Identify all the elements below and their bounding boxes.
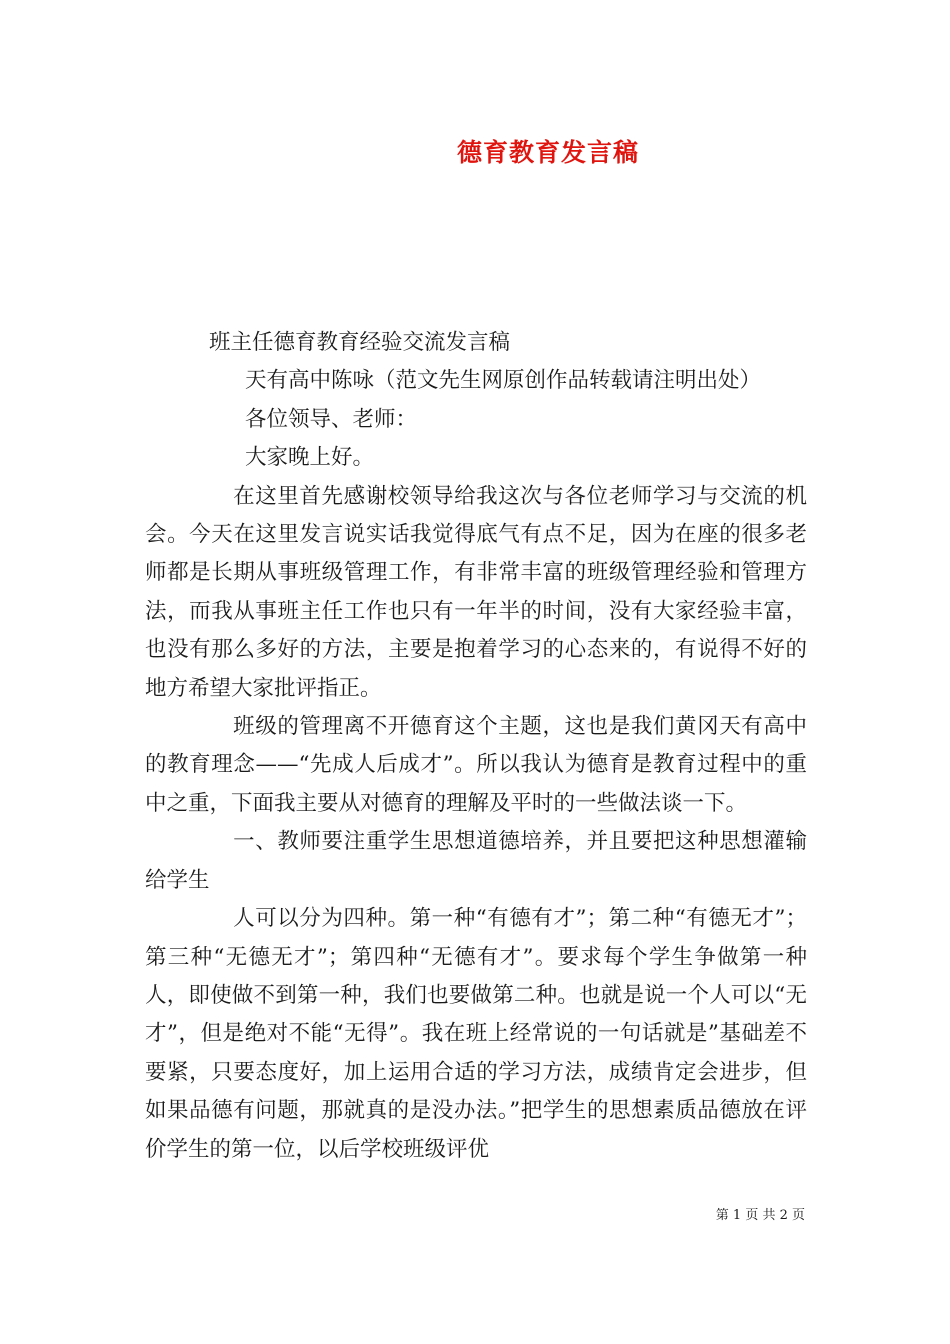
- author-line: 天有高中陈咏（范文先生网原创作品转载请注明出处）: [245, 368, 762, 394]
- paragraph: 在这里首先感谢校领导给我这次与各位老师学习与交流的机会。今天在这里发言说实话我觉得底气有点不足，因为在座的很多老师都是长期从事班级管理工作，有非常丰富的班级管理经验和管理方法，而我从事班主任工作也只有一年半的时间，没有大家经验丰富，也没有那么多好的方法，主要是抱着学习的心态来的，有说得不好的地方希望大家批评指正。: [145, 483, 807, 701]
- salutation: 各位领导、老师：: [245, 406, 418, 432]
- paragraph: 人可以分为四种。第一种“有德有才”；第二种“有德无才”；第三种“无德无才”；第四种“无德有才”。要求每个学生争做第一种人，即使做不到第一种，我们也要做第二种。也就是说一个人可以“无才”，但是绝对不能“无得”。我在班上经常说的一句话就是”基础差不要紧，只要态度好，加上运用合适的学习方法，成绩肯定会进步，但如果品德有问题，那就真的是没办法。”把学生的思想素质品德放在评价学生的第一位，以后学校班级评优: [145, 906, 807, 1162]
- greeting: 大家晚上好。: [245, 445, 375, 471]
- page-number: 第 1 页 共 2 页: [715, 1208, 805, 1223]
- subtitle: 班主任德育教育经验交流发言稿: [209, 330, 511, 355]
- document-title: 德育教育发言稿: [456, 138, 639, 167]
- document-body: [145, 324, 807, 1169]
- paragraph: 班级的管理离不开德育这个主题，这也是我们黄冈天有高中的教育理念——“先成人后成才”。所以我认为德育是教育过程中的重中之重，下面我主要从对德育的理解及平时的一些做法谈一下。: [145, 714, 807, 816]
- section-heading: 一、教师要注重学生思想道德培养，并且要把这种思想灌输给学生: [145, 829, 807, 893]
